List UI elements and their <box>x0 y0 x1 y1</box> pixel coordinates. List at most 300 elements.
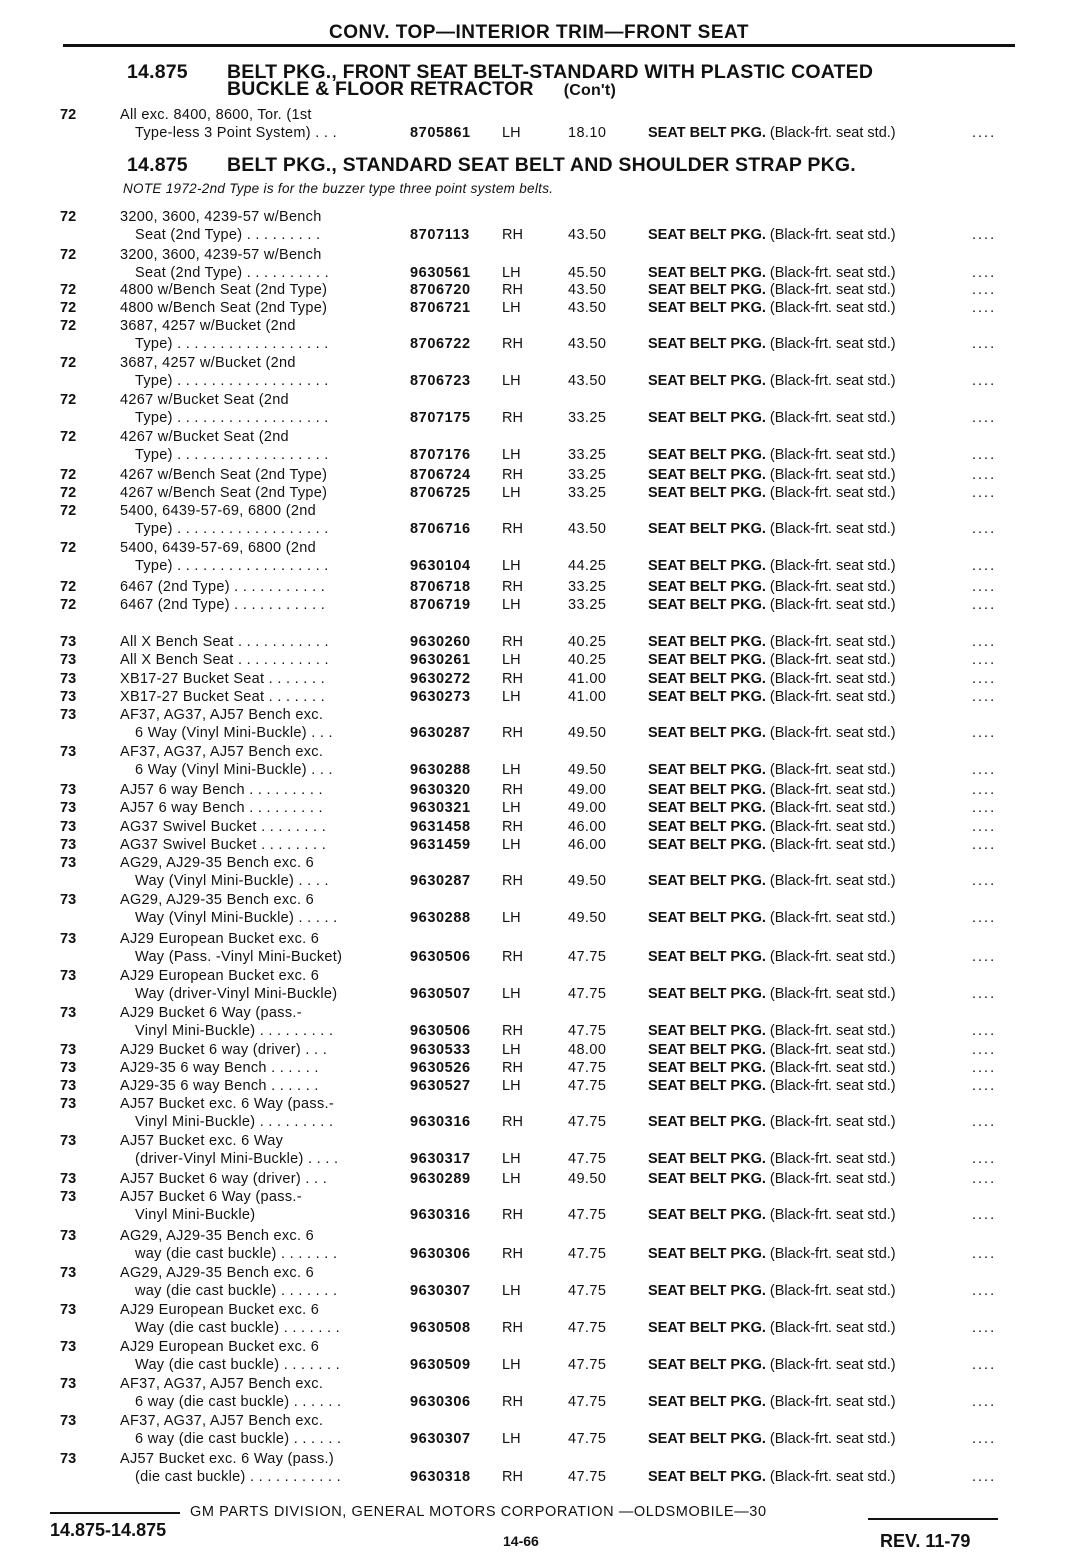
price: 44.25 <box>568 558 607 574</box>
application-desc: All exc. 8400, 8600, Tor. (1st <box>120 107 312 123</box>
part-number: 8706721 <box>410 300 471 316</box>
table-row <box>0 854 1078 872</box>
part-number: 9630321 <box>410 800 471 816</box>
part-number: 9630288 <box>410 910 471 926</box>
part-number: 9630306 <box>410 1246 471 1262</box>
part-number: 9630527 <box>410 1078 471 1094</box>
leader-dots: .... <box>972 1114 997 1130</box>
footer-section-range: 14.875-14.875 <box>50 1520 167 1540</box>
model-year: 73 <box>60 1133 77 1149</box>
part-number: 9630306 <box>410 1394 471 1410</box>
revision-date: REV. 11-79 <box>880 1531 971 1551</box>
part-number: 8706718 <box>410 579 471 595</box>
application-desc: 3687, 4257 w/Bucket (2nd <box>120 355 296 371</box>
side: LH <box>502 1171 521 1187</box>
table-row <box>0 281 1078 299</box>
leader-dots: .... <box>972 1469 997 1485</box>
price: 47.75 <box>568 1078 607 1094</box>
table-row <box>0 1450 1078 1468</box>
application-desc-cont: way (die cast buckle) . . . . . . . <box>135 1283 338 1299</box>
part-name: SEAT BELT PKG. (Black-frt. seat std.) <box>648 671 896 687</box>
part-name: SEAT BELT PKG. (Black-frt. seat std.) <box>648 1283 896 1299</box>
part-number: 8707113 <box>410 227 470 243</box>
table-row <box>0 651 1078 669</box>
table-row-cont <box>0 1430 1078 1448</box>
table-row <box>0 1077 1078 1095</box>
model-year: 73 <box>60 837 77 853</box>
part-name: SEAT BELT PKG. (Black-frt. seat std.) <box>648 800 896 816</box>
application-desc-cont: Way (Vinyl Mini-Buckle) . . . . <box>135 873 329 889</box>
application-desc-cont: Type) . . . . . . . . . . . . . . . . . . <box>135 558 329 574</box>
part-name: SEAT BELT PKG. (Black-frt. seat std.) <box>648 300 896 316</box>
part-name: SEAT BELT PKG. (Black-frt. seat std.) <box>648 447 896 463</box>
side: RH <box>502 949 523 965</box>
application-desc: 4800 w/Bench Seat (2nd Type) <box>120 300 328 316</box>
model-year: 73 <box>60 1339 77 1355</box>
price: 46.00 <box>568 819 607 835</box>
part-number: 9630508 <box>410 1320 471 1336</box>
model-year: 73 <box>60 671 77 687</box>
section-title: BELT PKG., STANDARD SEAT BELT AND SHOULDER STRAP PKG. <box>227 154 856 176</box>
side: RH <box>502 1207 523 1223</box>
part-name: SEAT BELT PKG. (Black-frt. seat std.) <box>648 410 896 426</box>
model-year: 72 <box>60 282 77 298</box>
side: RH <box>502 1394 523 1410</box>
footer-rule <box>868 1518 998 1520</box>
section-number: 14.875 <box>127 154 188 176</box>
application-desc: AJ57 Bucket exc. 6 Way (pass.- <box>120 1096 334 1112</box>
price: 45.50 <box>568 265 607 281</box>
side: LH <box>502 373 521 389</box>
part-name: SEAT BELT PKG. (Black-frt. seat std.) <box>648 485 896 501</box>
leader-dots: .... <box>972 1394 997 1410</box>
side: LH <box>502 558 521 574</box>
part-name: SEAT BELT PKG. (Black-frt. seat std.) <box>648 125 896 141</box>
part-name: SEAT BELT PKG. (Black-frt. seat std.) <box>648 1207 896 1223</box>
price: 47.75 <box>568 1151 607 1167</box>
model-year: 73 <box>60 1413 77 1429</box>
side: LH <box>502 689 521 705</box>
part-number: 9630260 <box>410 634 471 650</box>
table-row <box>0 1338 1078 1356</box>
table-row <box>0 688 1078 706</box>
side: RH <box>502 336 523 352</box>
leader-dots: .... <box>972 725 997 741</box>
part-name: SEAT BELT PKG. (Black-frt. seat std.) <box>648 1151 896 1167</box>
table-row-cont <box>0 1319 1078 1337</box>
side: LH <box>502 125 521 141</box>
side: RH <box>502 819 523 835</box>
model-year: 73 <box>60 782 77 798</box>
part-name: SEAT BELT PKG. (Black-frt. seat std.) <box>648 652 896 668</box>
side: RH <box>502 634 523 650</box>
table-row <box>0 1132 1078 1150</box>
leader-dots: .... <box>972 1357 997 1373</box>
application-desc-cont: Type-less 3 Point System) . . . <box>135 125 337 141</box>
model-year: 73 <box>60 1171 77 1187</box>
part-number: 8706720 <box>410 282 471 298</box>
side: LH <box>502 597 521 613</box>
table-row <box>0 891 1078 909</box>
table-row <box>0 1375 1078 1393</box>
table-row <box>0 1041 1078 1059</box>
model-year: 73 <box>60 819 77 835</box>
table-row-cont <box>0 1393 1078 1411</box>
part-number: 8707176 <box>410 447 471 463</box>
application-desc-cont: Type) . . . . . . . . . . . . . . . . . . <box>135 373 329 389</box>
table-row <box>0 1095 1078 1113</box>
application-desc-cont: Seat (2nd Type) . . . . . . . . . <box>135 227 321 243</box>
model-year: 72 <box>60 247 77 263</box>
leader-dots: .... <box>972 1060 997 1076</box>
price: 47.75 <box>568 1246 607 1262</box>
model-year: 73 <box>60 1005 77 1021</box>
price: 47.75 <box>568 1060 607 1076</box>
table-row <box>0 428 1078 446</box>
side: LH <box>502 447 521 463</box>
side: LH <box>502 837 521 853</box>
price: 40.25 <box>568 652 607 668</box>
table-row-cont <box>0 948 1078 966</box>
application-desc-cont: Type) . . . . . . . . . . . . . . . . . . <box>135 447 329 463</box>
application-desc: AJ57 Bucket exc. 6 Way <box>120 1133 284 1149</box>
part-number: 8706716 <box>410 521 471 537</box>
side: RH <box>502 1320 523 1336</box>
leader-dots: .... <box>972 800 997 816</box>
table-row <box>0 670 1078 688</box>
application-desc: 4267 w/Bench Seat (2nd Type) <box>120 467 328 483</box>
part-number: 9630506 <box>410 1023 471 1039</box>
part-name: SEAT BELT PKG. (Black-frt. seat std.) <box>648 336 896 352</box>
section-heading-1 <box>127 61 874 100</box>
leader-dots: .... <box>972 336 997 352</box>
price: 47.75 <box>568 949 607 965</box>
section-number: 14.875 <box>127 61 188 83</box>
part-number: 9630526 <box>410 1060 471 1076</box>
model-year: 72 <box>60 429 77 445</box>
table-row-cont <box>0 226 1078 244</box>
application-desc: AG29, AJ29-35 Bench exc. 6 <box>120 855 314 871</box>
application-desc: 4267 w/Bench Seat (2nd Type) <box>120 485 328 501</box>
part-name: SEAT BELT PKG. (Black-frt. seat std.) <box>648 1469 896 1485</box>
part-name: SEAT BELT PKG. (Black-frt. seat std.) <box>648 1171 896 1187</box>
side: RH <box>502 725 523 741</box>
leader-dots: .... <box>972 1320 997 1336</box>
leader-dots: .... <box>972 986 997 1002</box>
application-desc: 3687, 4257 w/Bucket (2nd <box>120 318 296 334</box>
application-desc: XB17-27 Bucket Seat . . . . . . . <box>120 689 325 705</box>
table-row <box>0 246 1078 264</box>
application-desc: AG29, AJ29-35 Bench exc. 6 <box>120 1265 314 1281</box>
application-desc-cont: Seat (2nd Type) . . . . . . . . . . <box>135 265 329 281</box>
leader-dots: .... <box>972 837 997 853</box>
application-desc: 3200, 3600, 4239-57 w/Bench <box>120 247 322 263</box>
leader-dots: .... <box>972 910 997 926</box>
application-desc: 4267 w/Bucket Seat (2nd <box>120 429 289 445</box>
model-year: 73 <box>60 1302 77 1318</box>
application-desc: All X Bench Seat . . . . . . . . . . . <box>120 652 329 668</box>
application-desc: AG37 Swivel Bucket . . . . . . . . <box>120 837 327 853</box>
model-year: 72 <box>60 503 77 519</box>
part-name: SEAT BELT PKG. (Black-frt. seat std.) <box>648 949 896 965</box>
table-row-cont <box>0 372 1078 390</box>
part-number: 8707175 <box>410 410 471 426</box>
model-year: 73 <box>60 1078 77 1094</box>
part-name: SEAT BELT PKG. (Black-frt. seat std.) <box>648 1357 896 1373</box>
application-desc: AJ57 6 way Bench . . . . . . . . . <box>120 800 323 816</box>
part-name: SEAT BELT PKG. (Black-frt. seat std.) <box>648 725 896 741</box>
table-row-cont <box>0 1022 1078 1040</box>
part-number: 9630273 <box>410 689 471 705</box>
application-desc: AJ29 Bucket 6 Way (pass.- <box>120 1005 302 1021</box>
part-name: SEAT BELT PKG. (Black-frt. seat std.) <box>648 1078 896 1094</box>
table-row-cont <box>0 1113 1078 1131</box>
table-row-cont <box>0 1282 1078 1300</box>
price: 33.25 <box>568 410 607 426</box>
leader-dots: .... <box>972 265 997 281</box>
table-row-cont <box>0 335 1078 353</box>
table-row <box>0 967 1078 985</box>
table-row <box>0 502 1078 520</box>
side: RH <box>502 873 523 889</box>
model-year: 73 <box>60 1265 77 1281</box>
table-row-cont <box>0 1356 1078 1374</box>
application-desc: AJ57 Bucket 6 Way (pass.- <box>120 1189 302 1205</box>
part-name: SEAT BELT PKG. (Black-frt. seat std.) <box>648 1060 896 1076</box>
application-desc: 3200, 3600, 4239-57 w/Bench <box>120 209 322 225</box>
side: LH <box>502 1078 521 1094</box>
table-row <box>0 106 1078 124</box>
application-desc: 5400, 6439-57-69, 6800 (2nd <box>120 503 316 519</box>
price: 49.00 <box>568 800 607 816</box>
side: RH <box>502 1114 523 1130</box>
side: RH <box>502 782 523 798</box>
part-number: 9630289 <box>410 1171 471 1187</box>
table-row-cont <box>0 909 1078 927</box>
part-name: SEAT BELT PKG. (Black-frt. seat std.) <box>648 873 896 889</box>
leader-dots: .... <box>972 579 997 595</box>
part-name: SEAT BELT PKG. (Black-frt. seat std.) <box>648 265 896 281</box>
leader-dots: .... <box>972 782 997 798</box>
side: LH <box>502 300 521 316</box>
application-desc: AJ29 European Bucket exc. 6 <box>120 1302 320 1318</box>
leader-dots: .... <box>972 1431 997 1447</box>
price: 47.75 <box>568 1394 607 1410</box>
part-number: 8706723 <box>410 373 471 389</box>
application-desc: 6467 (2nd Type) . . . . . . . . . . . <box>120 579 326 595</box>
table-row <box>0 1004 1078 1022</box>
leader-dots: .... <box>972 1023 997 1039</box>
part-name: SEAT BELT PKG. (Black-frt. seat std.) <box>648 910 896 926</box>
part-name: SEAT BELT PKG. (Black-frt. seat std.) <box>648 373 896 389</box>
table-row-cont <box>0 1468 1078 1486</box>
table-row <box>0 596 1078 614</box>
application-desc: AJ57 Bucket exc. 6 Way (pass.) <box>120 1451 334 1467</box>
application-desc: AJ29-35 6 way Bench . . . . . . <box>120 1060 319 1076</box>
part-name: SEAT BELT PKG. (Black-frt. seat std.) <box>648 689 896 705</box>
part-number: 9630104 <box>410 558 471 574</box>
leader-dots: .... <box>972 689 997 705</box>
table-row <box>0 836 1078 854</box>
application-desc: 6467 (2nd Type) . . . . . . . . . . . <box>120 597 326 613</box>
table-row <box>0 208 1078 226</box>
leader-dots: .... <box>972 671 997 687</box>
side: LH <box>502 1357 521 1373</box>
part-name: SEAT BELT PKG. (Black-frt. seat std.) <box>648 986 896 1002</box>
application-desc: AJ29 Bucket 6 way (driver) . . . <box>120 1042 328 1058</box>
leader-dots: .... <box>972 300 997 316</box>
model-year: 73 <box>60 744 77 760</box>
side: RH <box>502 521 523 537</box>
side: LH <box>502 1283 521 1299</box>
price: 47.75 <box>568 1283 607 1299</box>
leader-dots: .... <box>972 1207 997 1223</box>
part-number: 9630561 <box>410 265 471 281</box>
page-title: CONV. TOP—INTERIOR TRIM—FRONT SEAT <box>329 22 749 43</box>
part-name: SEAT BELT PKG. (Black-frt. seat std.) <box>648 1023 896 1039</box>
table-row <box>0 1412 1078 1430</box>
leader-dots: .... <box>972 652 997 668</box>
table-row <box>0 743 1078 761</box>
side: RH <box>502 1469 523 1485</box>
model-year: 73 <box>60 707 77 723</box>
part-number: 9630287 <box>410 873 471 889</box>
leader-dots: .... <box>972 125 997 141</box>
part-name: SEAT BELT PKG. (Black-frt. seat std.) <box>648 782 896 798</box>
leader-dots: .... <box>972 1171 997 1187</box>
application-desc-cont: 6 way (die cast buckle) . . . . . . <box>135 1394 342 1410</box>
application-desc-cont: (die cast buckle) . . . . . . . . . . . <box>135 1469 341 1485</box>
application-desc-cont: Vinyl Mini-Buckle) . . . . . . . . . <box>135 1114 334 1130</box>
section-title-line1: BELT PKG., FRONT SEAT BELT-STANDARD WITH PLASTIC COATED <box>227 61 874 83</box>
part-number: 8706722 <box>410 336 471 352</box>
price: 33.25 <box>568 485 607 501</box>
table-row <box>0 633 1078 651</box>
side: LH <box>502 1151 521 1167</box>
price: 47.75 <box>568 1207 607 1223</box>
leader-dots: .... <box>972 762 997 778</box>
leader-dots: .... <box>972 282 997 298</box>
model-year: 73 <box>60 689 77 705</box>
table-row <box>0 1264 1078 1282</box>
table-row <box>0 1170 1078 1188</box>
application-desc: AJ29 European Bucket exc. 6 <box>120 931 320 947</box>
side: LH <box>502 1431 521 1447</box>
table-row <box>0 706 1078 724</box>
part-name: SEAT BELT PKG. (Black-frt. seat std.) <box>648 1114 896 1130</box>
part-name: SEAT BELT PKG. (Black-frt. seat std.) <box>648 837 896 853</box>
application-desc-cont: Vinyl Mini-Buckle) <box>135 1207 256 1223</box>
page-number: 14-66 <box>503 1533 539 1549</box>
section-heading-2 <box>127 154 856 176</box>
price: 47.75 <box>568 1431 607 1447</box>
table-row-cont <box>0 446 1078 464</box>
part-name: SEAT BELT PKG. (Black-frt. seat std.) <box>648 819 896 835</box>
model-year: 72 <box>60 467 77 483</box>
price: 18.10 <box>568 125 607 141</box>
application-desc-cont: 6 way (die cast buckle) . . . . . . <box>135 1431 342 1447</box>
model-year: 72 <box>60 579 77 595</box>
price: 33.25 <box>568 579 607 595</box>
part-name: SEAT BELT PKG. (Black-frt. seat std.) <box>648 597 896 613</box>
table-row-cont <box>0 985 1078 1003</box>
side: RH <box>502 1023 523 1039</box>
application-desc-cont: Way (die cast buckle) . . . . . . . <box>135 1320 340 1336</box>
table-row <box>0 930 1078 948</box>
table-row-cont <box>0 761 1078 779</box>
table-row-cont <box>0 124 1078 142</box>
price: 33.25 <box>568 597 607 613</box>
part-number: 9630506 <box>410 949 471 965</box>
price: 47.75 <box>568 1469 607 1485</box>
model-year: 73 <box>60 1228 77 1244</box>
application-desc-cont: Type) . . . . . . . . . . . . . . . . . . <box>135 521 329 537</box>
application-desc: 4800 w/Bench Seat (2nd Type) <box>120 282 328 298</box>
part-number: 9630287 <box>410 725 471 741</box>
application-desc: AF37, AG37, AJ57 Bench exc. <box>120 1376 324 1392</box>
side: RH <box>502 282 523 298</box>
part-name: SEAT BELT PKG. (Black-frt. seat std.) <box>648 762 896 778</box>
model-year: 72 <box>60 597 77 613</box>
model-year: 73 <box>60 855 77 871</box>
leader-dots: .... <box>972 634 997 650</box>
part-name: SEAT BELT PKG. (Black-frt. seat std.) <box>648 1042 896 1058</box>
table-row-cont <box>0 264 1078 282</box>
side: LH <box>502 800 521 816</box>
part-name: SEAT BELT PKG. (Black-frt. seat std.) <box>648 521 896 537</box>
application-desc: AF37, AG37, AJ57 Bench exc. <box>120 707 324 723</box>
model-year: 73 <box>60 1376 77 1392</box>
application-desc-cont: 6 Way (Vinyl Mini-Buckle) . . . <box>135 762 333 778</box>
model-year: 73 <box>60 892 77 908</box>
model-year: 73 <box>60 800 77 816</box>
part-number: 9630307 <box>410 1431 471 1447</box>
table-row-cont <box>0 1206 1078 1224</box>
part-name: SEAT BELT PKG. (Black-frt. seat std.) <box>648 634 896 650</box>
price: 49.00 <box>568 782 607 798</box>
part-number: 8706725 <box>410 485 471 501</box>
application-desc-cont: Way (die cast buckle) . . . . . . . <box>135 1357 340 1373</box>
model-year: 72 <box>60 540 77 556</box>
table-row <box>0 299 1078 317</box>
application-desc-cont: Type) . . . . . . . . . . . . . . . . . . <box>135 336 329 352</box>
side: RH <box>502 579 523 595</box>
application-desc: XB17-27 Bucket Seat . . . . . . . <box>120 671 325 687</box>
table-row <box>0 799 1078 817</box>
model-year: 72 <box>60 318 77 334</box>
leader-dots: .... <box>972 1078 997 1094</box>
application-desc-cont: Way (driver-Vinyl Mini-Buckle) <box>135 986 338 1002</box>
side: LH <box>502 986 521 1002</box>
price: 49.50 <box>568 725 607 741</box>
part-name: SEAT BELT PKG. (Black-frt. seat std.) <box>648 467 896 483</box>
price: 43.50 <box>568 282 607 298</box>
table-row <box>0 578 1078 596</box>
table-row <box>0 1301 1078 1319</box>
side: RH <box>502 671 523 687</box>
part-name: SEAT BELT PKG. (Black-frt. seat std.) <box>648 1394 896 1410</box>
table-row-cont <box>0 520 1078 538</box>
part-number: 9630288 <box>410 762 471 778</box>
price: 43.50 <box>568 373 607 389</box>
leader-dots: .... <box>972 1042 997 1058</box>
price: 43.50 <box>568 227 607 243</box>
price: 33.25 <box>568 467 607 483</box>
side: LH <box>502 1042 521 1058</box>
application-desc: 4267 w/Bucket Seat (2nd <box>120 392 289 408</box>
price: 47.75 <box>568 1357 607 1373</box>
table-row <box>0 1227 1078 1245</box>
